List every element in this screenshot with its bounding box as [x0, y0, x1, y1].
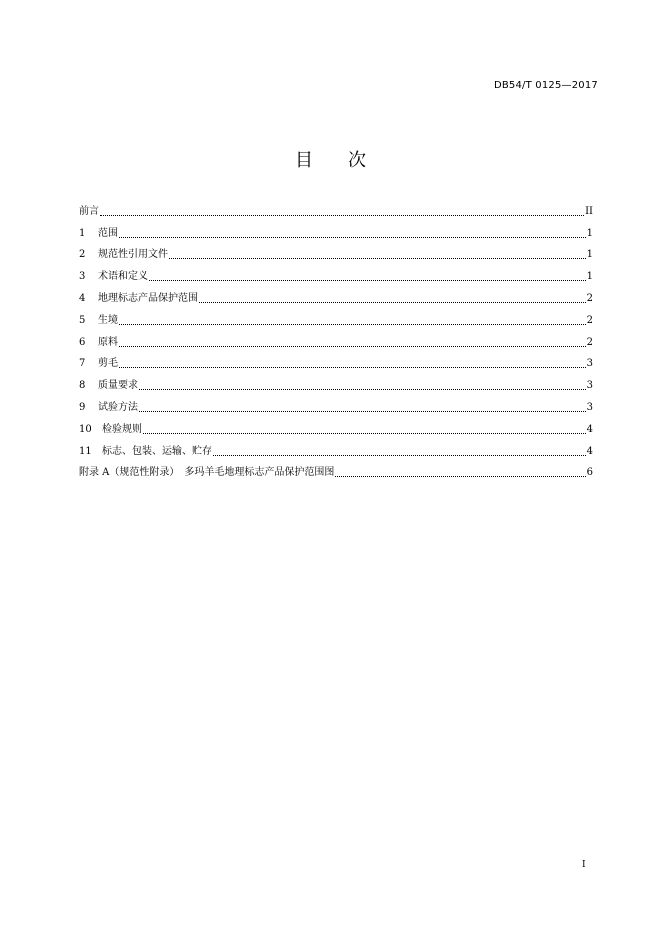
- dot-leader: [139, 388, 586, 390]
- dot-leader: [119, 366, 586, 368]
- toc-entry-label: 原料: [98, 336, 118, 348]
- toc-section-number: 8: [79, 380, 86, 392]
- toc-page-number: 3: [586, 358, 593, 370]
- page-number: I: [582, 860, 586, 870]
- dot-leader: [139, 410, 586, 412]
- dot-leader: [169, 257, 586, 259]
- toc-entry-marking-packaging[interactable]: [79, 437, 593, 459]
- dot-leader: [199, 301, 586, 303]
- toc-entry-label: 标志、包装、运输、贮存: [102, 445, 212, 457]
- toc-entry-label: 附录 A（规范性附录） 多玛羊毛地理标志产品保护范围图: [79, 467, 335, 479]
- toc-page-number: 3: [586, 380, 593, 392]
- toc-entry-appendix-a[interactable]: [79, 459, 593, 481]
- dot-leader: [100, 214, 584, 216]
- toc-entry-label: 范围: [98, 227, 118, 239]
- toc-entry-habitat[interactable]: [79, 306, 593, 328]
- toc-page-number: 1: [586, 227, 593, 239]
- toc-page-number: II: [585, 205, 593, 217]
- toc-entry-terms-definitions[interactable]: [79, 262, 593, 284]
- document-code: DB54/T 0125—2017: [493, 80, 598, 91]
- toc-page-number: 6: [586, 467, 593, 479]
- dot-leader: [149, 279, 586, 281]
- toc-page-number: 2: [586, 336, 593, 348]
- toc-entry-label: 检验规则: [102, 423, 142, 435]
- toc-page-number: 2: [586, 314, 593, 326]
- toc-entry-inspection-rules[interactable]: [79, 415, 593, 437]
- toc-entry-normative-references[interactable]: [79, 241, 593, 263]
- toc-entry-quality-requirements[interactable]: [79, 371, 593, 393]
- page-title: [0, 146, 662, 172]
- toc-page-number: 1: [586, 271, 593, 283]
- dot-leader: [119, 345, 586, 347]
- toc-section-number: 9: [79, 401, 86, 413]
- title-char-1: 目: [295, 150, 314, 171]
- toc-entry-label: 试验方法: [98, 401, 138, 413]
- toc-section-number: 6: [79, 336, 86, 348]
- toc-section-number: 10: [79, 423, 92, 435]
- toc-entry-label: 规范性引用文件: [98, 249, 168, 261]
- dot-leader: [213, 454, 586, 456]
- toc-entry-label: 术语和定义: [98, 271, 148, 283]
- dot-leader: [143, 432, 586, 434]
- toc-section-number: 7: [79, 358, 86, 370]
- toc-entry-label: 前言: [79, 205, 99, 217]
- toc-entry-label: 剪毛: [98, 358, 118, 370]
- toc-entry-label: 质量要求: [98, 380, 138, 392]
- toc-page-number: 1: [586, 249, 593, 261]
- toc-entry-label: 生境: [98, 314, 118, 326]
- toc-entry-scope[interactable]: [79, 219, 593, 241]
- toc-entry-label: 地理标志产品保护范围: [98, 292, 198, 304]
- dot-leader: [119, 236, 586, 238]
- title-char-2: 次: [348, 150, 367, 171]
- toc-section-number: 5: [79, 314, 86, 326]
- toc-page-number: 2: [586, 292, 593, 304]
- toc-section-number: 1: [79, 227, 86, 239]
- table-of-contents: [79, 197, 593, 480]
- dot-leader: [335, 475, 585, 477]
- toc-page-number: 4: [586, 445, 593, 457]
- toc-section-number: 3: [79, 271, 86, 283]
- toc-section-number: 11: [79, 445, 92, 457]
- toc-entry-shearing[interactable]: [79, 350, 593, 372]
- toc-entry-protection-area[interactable]: [79, 284, 593, 306]
- toc-entry-foreword[interactable]: [79, 197, 593, 219]
- toc-entry-raw-materials[interactable]: [79, 328, 593, 350]
- toc-entry-test-methods[interactable]: [79, 393, 593, 415]
- toc-section-number: 2: [79, 249, 86, 261]
- toc-page-number: 3: [586, 401, 593, 413]
- toc-section-number: 4: [79, 292, 86, 304]
- dot-leader: [119, 323, 586, 325]
- toc-page-number: 4: [586, 423, 593, 435]
